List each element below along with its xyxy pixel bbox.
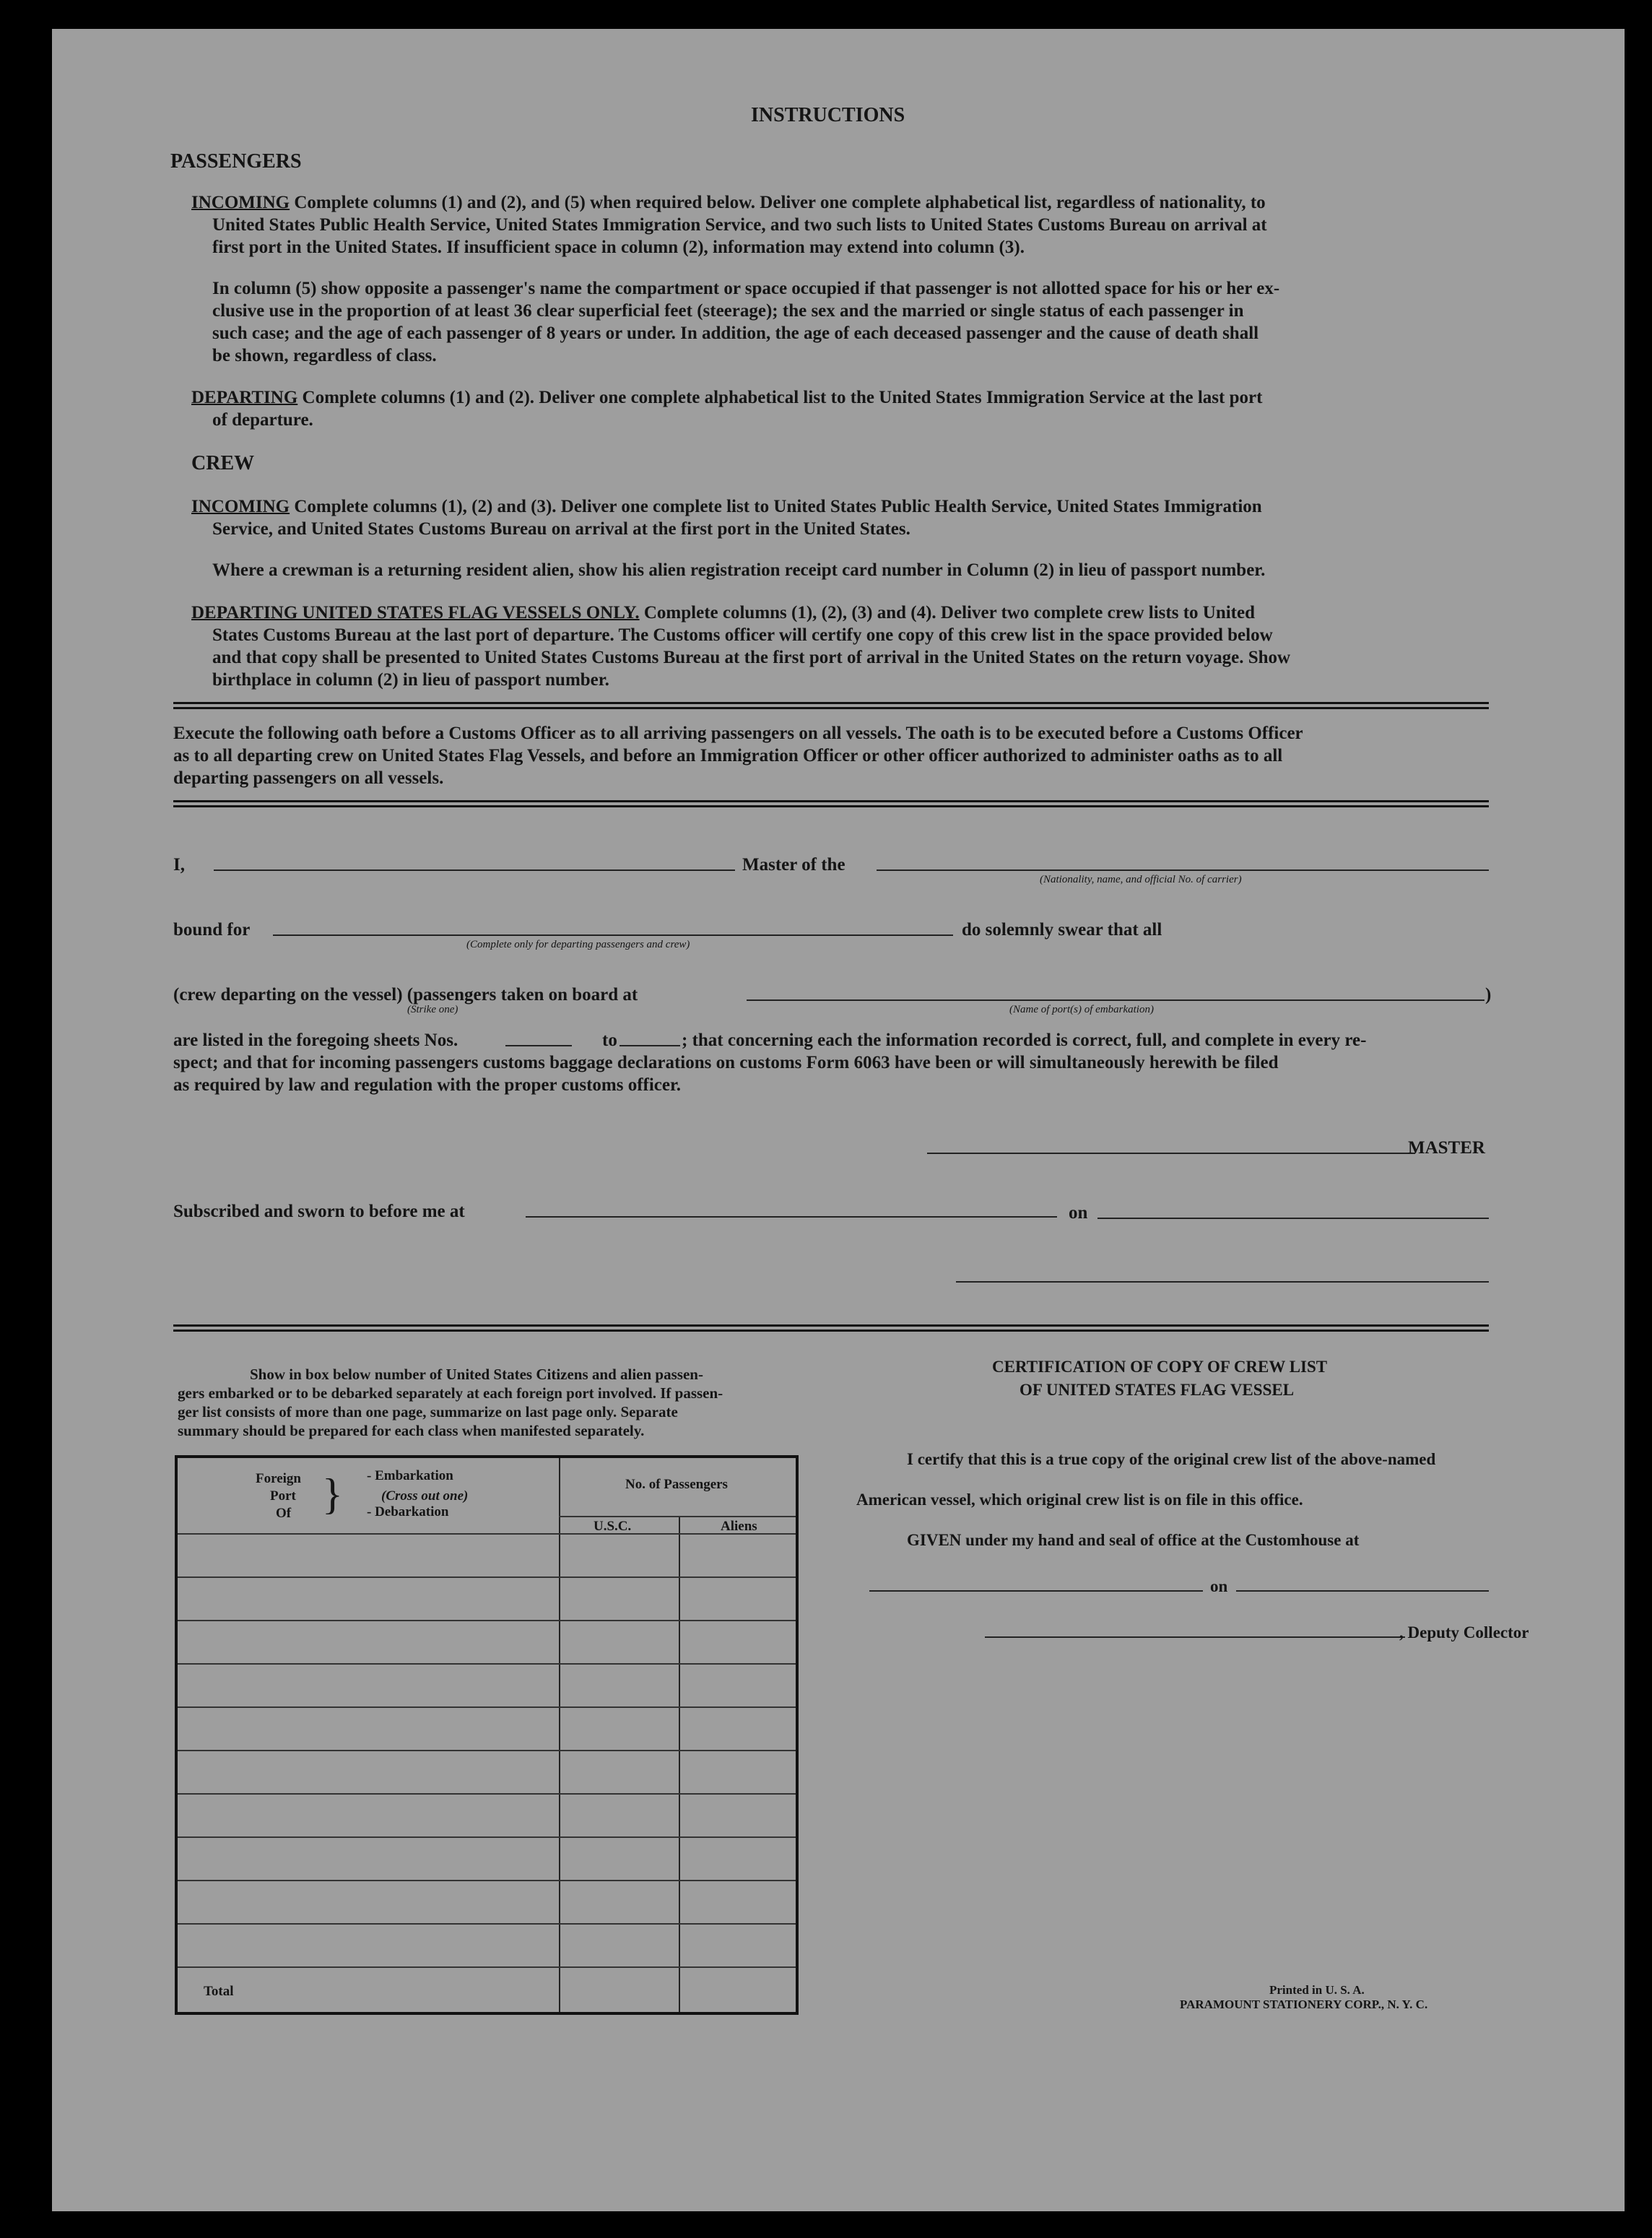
- oath-line: spect; and that for incoming passengers customs baggage declarations on customs Form 6063 have been or will simultaneously herewith be filed: [173, 1053, 1279, 1072]
- table-column-divider: [679, 1516, 680, 2012]
- crew-passengers-label: (crew departing on the vessel) (passengers taken on board at: [173, 985, 638, 1005]
- section-divider: [173, 702, 1489, 709]
- passengers-heading: PASSENGERS: [170, 150, 302, 173]
- customhouse-line[interactable]: [869, 1590, 1203, 1592]
- table-row-line: [178, 1793, 796, 1795]
- column5-line: In column (5) show opposite a passenger's name the compartment or space occupied if that passenger is not allotted space for his or her ex-: [212, 279, 1280, 298]
- certification-date-line[interactable]: [1236, 1590, 1489, 1592]
- usc-header: U.S.C.: [594, 1519, 632, 1534]
- table-row-line: [178, 1533, 796, 1535]
- passenger-summary-table: [175, 1455, 799, 2015]
- brace-glyph: }: [322, 1470, 343, 1518]
- passengers-incoming-line: first port in the United States. If insufficient space in column (2), information may extend into column (3).: [212, 238, 1025, 257]
- passengers-departing-text: Complete columns (1) and (2). Deliver one complete alphabetical list to the United States Immigration Service at the last port: [302, 388, 1263, 407]
- crew-incoming-line: Service, and United States Customs Bureau on arrival at the first port in the United States.: [212, 519, 910, 539]
- bound-for-line[interactable]: [273, 934, 953, 936]
- sheet-from-line[interactable]: [505, 1045, 572, 1046]
- crew-resident-alien: Where a crewman is a returning resident alien, show his alien registration receipt card number in Column (2) in lieu of passport number.: [212, 560, 1266, 580]
- table-header-divider: [559, 1516, 796, 1517]
- passengers-departing-line: of departure.: [212, 410, 313, 430]
- certification-title: OF UNITED STATES FLAG VESSEL: [1020, 1381, 1295, 1399]
- table-row-line: [178, 1966, 796, 1968]
- table-row-line: [178, 1620, 796, 1621]
- crew-departing-text: Complete columns (1), (2), (3) and (4). Deliver two complete crew lists to United: [643, 603, 1256, 623]
- column5-line: clusive use in the proportion of at least 36 clear superficial feet (steerage); the sex and the married or single status of each passenger in: [212, 301, 1244, 321]
- certification-line: I certify that this is a true copy of the original crew list of the above-named: [907, 1450, 1436, 1468]
- crew-departing-line: [191, 602, 1255, 624]
- strike-one-hint: (Strike one): [407, 1004, 458, 1015]
- to-label: to: [602, 1031, 617, 1050]
- carrier-hint: (Nationality, name, and official No. of carrier): [1040, 874, 1242, 885]
- deputy-collector-label: , Deputy Collector: [1399, 1623, 1529, 1641]
- table-row-line: [178, 1923, 796, 1925]
- printer-line: PARAMOUNT STATIONERY CORP., N. Y. C.: [1180, 1998, 1428, 2011]
- form-page: [52, 29, 1625, 2211]
- crew-departing-line: States Customs Bureau at the last port of departure. The Customs officer will certify one copy of this crew list in the space provided below: [212, 625, 1273, 645]
- crew-incoming-label: INCOMING: [191, 497, 290, 516]
- summary-line: summary should be prepared for each class when manifested separately.: [178, 1422, 645, 1439]
- subscribed-date-line[interactable]: [1097, 1218, 1489, 1219]
- certification-on-label: on: [1210, 1577, 1228, 1595]
- summary-line: ger list consists of more than one page, summarize on last page only. Separate: [178, 1403, 678, 1421]
- deputy-collector-line[interactable]: [985, 1636, 1405, 1638]
- table-row-line: [178, 1880, 796, 1881]
- summary-line: gers embarked or to be debarked separately at each foreign port involved. If passen-: [178, 1384, 723, 1402]
- master-label: MASTER: [1408, 1138, 1485, 1158]
- oath-i-label: I,: [173, 855, 185, 875]
- crew-incoming-line: [191, 495, 1262, 518]
- column5-line: such case; and the age of each passenger of 8 years or under. In addition, the age of each deceased passenger and the cause of death shall: [212, 324, 1259, 343]
- page-title: INSTRUCTIONS: [751, 104, 905, 126]
- embarkation-ports-line[interactable]: [747, 999, 1484, 1001]
- bound-for-hint: (Complete only for departing passengers and crew): [466, 939, 690, 950]
- column5-line: be shown, regardless of class.: [212, 346, 437, 365]
- total-label: Total: [204, 1984, 234, 1999]
- debarkation-label: - Debarkation: [367, 1504, 449, 1519]
- oath-line: as required by law and regulation with the proper customs officer.: [173, 1075, 682, 1095]
- crew-departing-label: DEPARTING UNITED STATES FLAG VESSELS ONLY.: [191, 603, 640, 623]
- sheet-to-line[interactable]: [620, 1045, 680, 1046]
- bound-for-label: bound for: [173, 920, 251, 940]
- crew-heading: CREW: [191, 452, 255, 474]
- port-label: Foreign: [256, 1471, 301, 1486]
- passengers-departing-line: [191, 386, 1262, 409]
- listed-pre: are listed in the foregoing sheets Nos.: [173, 1031, 458, 1050]
- table-row-line: [178, 1663, 796, 1665]
- table-row-line: [178, 1706, 796, 1708]
- section-divider: [173, 1324, 1489, 1332]
- certification-line: American vessel, which original crew list is on file in this office.: [856, 1491, 1303, 1509]
- master-name-line[interactable]: [214, 869, 735, 871]
- passengers-incoming-line: [191, 191, 1266, 214]
- subscribed-place-line[interactable]: [526, 1216, 1057, 1218]
- passengers-header: No. of Passengers: [625, 1477, 728, 1492]
- passengers-incoming-label: INCOMING: [191, 193, 290, 212]
- embarkation-label: - Embarkation: [367, 1468, 453, 1483]
- passengers-departing-label: DEPARTING: [191, 388, 298, 407]
- crew-departing-line: and that copy shall be presented to United States Customs Bureau at the first port of arrival in the United States on the return voyage. Show: [212, 648, 1291, 667]
- cross-out-hint: (Cross out one): [381, 1488, 469, 1504]
- printer-line: Printed in U. S. A.: [1269, 1983, 1365, 1997]
- close-paren: ): [1485, 985, 1492, 1005]
- carrier-line[interactable]: [877, 869, 1489, 871]
- certification-line: GIVEN under my hand and seal of office at the Customhouse at: [907, 1531, 1360, 1549]
- passengers-incoming-text: Complete columns (1) and (2), and (5) when required below. Deliver one complete alphabetical list, regardless of nationality, to: [294, 193, 1266, 212]
- aliens-header: Aliens: [721, 1519, 757, 1534]
- officer-signature-line[interactable]: [956, 1281, 1489, 1283]
- certification-title: CERTIFICATION OF COPY OF CREW LIST: [992, 1358, 1328, 1376]
- crew-departing-line: birthplace in column (2) in lieu of passport number.: [212, 670, 609, 690]
- master-signature-line[interactable]: [927, 1153, 1415, 1154]
- master-of-the-label: Master of the: [742, 855, 845, 875]
- oath-instruction-line: as to all departing crew on United States Flag Vessels, and before an Immigration Officer or other officer authorized to administer oaths as to all: [173, 746, 1283, 765]
- port-label: Of: [276, 1506, 292, 1521]
- on-label: on: [1069, 1203, 1088, 1223]
- table-row-line: [178, 1576, 796, 1578]
- oath-instruction-line: departing passengers on all vessels.: [173, 768, 444, 788]
- swear-label: do solemnly swear that all: [962, 920, 1162, 940]
- ports-hint: (Name of port(s) of embarkation): [1009, 1004, 1154, 1015]
- port-label: Port: [270, 1488, 296, 1504]
- listed-post: ; that concerning each the information recorded is correct, full, and complete in every re-: [682, 1031, 1367, 1050]
- section-divider: [173, 800, 1489, 807]
- passengers-incoming-line: United States Public Health Service, United States Immigration Service, and two such lists to United States Customs Bureau on arrival at: [212, 215, 1267, 235]
- crew-incoming-text: Complete columns (1), (2) and (3). Deliver one complete list to United States Public Health Service, United States Immigration: [294, 497, 1262, 516]
- table-row-line: [178, 1750, 796, 1751]
- subscribed-label: Subscribed and sworn to before me at: [173, 1202, 465, 1221]
- summary-line: Show in box below number of United States Citizens and alien passen-: [250, 1366, 703, 1383]
- oath-instruction-line: Execute the following oath before a Customs Officer as to all arriving passengers on all vessels. The oath is to be executed before a Customs Officer: [173, 724, 1303, 743]
- table-column-divider: [559, 1458, 560, 2012]
- table-row-line: [178, 1836, 796, 1838]
